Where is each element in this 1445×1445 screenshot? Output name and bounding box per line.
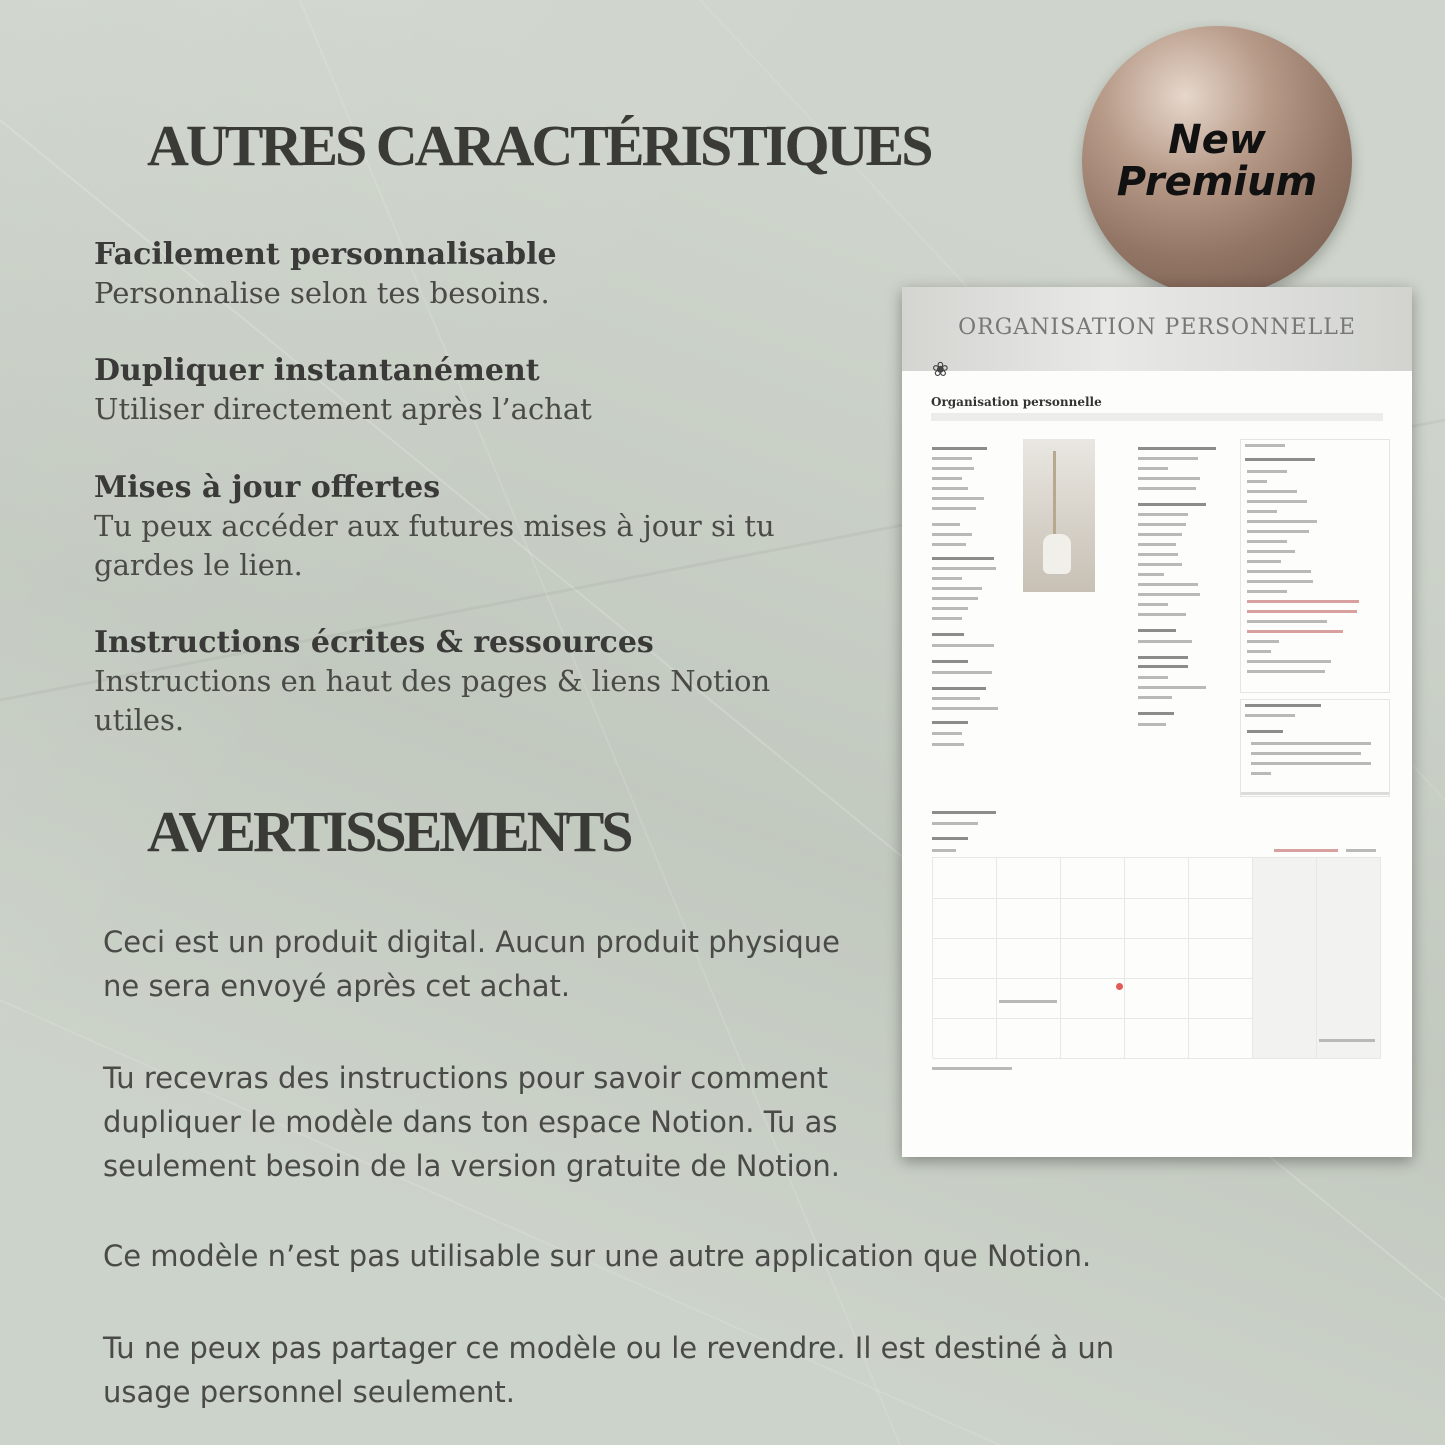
preview-page-heading: Organisation personnelle xyxy=(931,395,1102,409)
warnings-heading: AVERTISSEMENTS xyxy=(147,799,631,864)
preview-banner-title: ORGANISATION PERSONNELLE xyxy=(958,315,1356,340)
preview-calendar xyxy=(932,857,1381,1058)
feature-description: Utiliser directement après l’achat xyxy=(94,392,592,426)
feature-description: Instructions en haut des pages & liens Notion utiles. xyxy=(94,664,771,737)
badge-line-1: New xyxy=(1168,117,1266,163)
feature-description: Personnalise selon tes besoins. xyxy=(94,276,550,310)
preview-side-panel xyxy=(1240,439,1390,693)
feature-instructions xyxy=(94,624,834,740)
new-premium-badge xyxy=(1082,26,1352,296)
features-heading: AUTRES CARACTÉRISTIQUES xyxy=(147,113,931,178)
feature-updates xyxy=(94,469,834,585)
feature-description: Tu peux accéder aux futures mises à jour si tu gardes le lien. xyxy=(94,509,775,582)
warning-digital-product: Ceci est un produit digital. Aucun produit physique ne sera envoyé après cet achat. xyxy=(103,925,841,1003)
calendar-heading xyxy=(932,811,996,814)
feature-title: Facilement personnalisable xyxy=(94,237,557,272)
feature-title: Instructions écrites & ressources xyxy=(94,625,654,660)
preview-decor-photo xyxy=(1023,439,1095,592)
feature-title: Dupliquer instantanément xyxy=(94,353,540,388)
feature-title: Mises à jour offertes xyxy=(94,470,441,505)
feature-customizable xyxy=(94,236,854,313)
badge-line-2: Premium xyxy=(1116,159,1318,205)
preview-toolbar xyxy=(931,413,1383,421)
preview-tasks-panel xyxy=(1240,699,1390,797)
feature-duplicate xyxy=(94,352,854,429)
warning-instructions: Tu recevras des instructions pour savoir comment dupliquer le modèle dans ton espace Notion. Tu as seulement besoin de la version gratuite de Notion. xyxy=(103,1061,841,1183)
template-preview xyxy=(902,287,1412,1157)
warning-personal-use: Tu ne peux pas partager ce modèle ou le revendre. Il est destiné à un usage personnel seulement. xyxy=(103,1331,1115,1409)
today-marker xyxy=(1116,983,1123,990)
flower-icon: ❀ xyxy=(932,357,949,381)
warning-notion-only: Ce modèle n’est pas utilisable sur une autre application que Notion. xyxy=(103,1239,1092,1273)
